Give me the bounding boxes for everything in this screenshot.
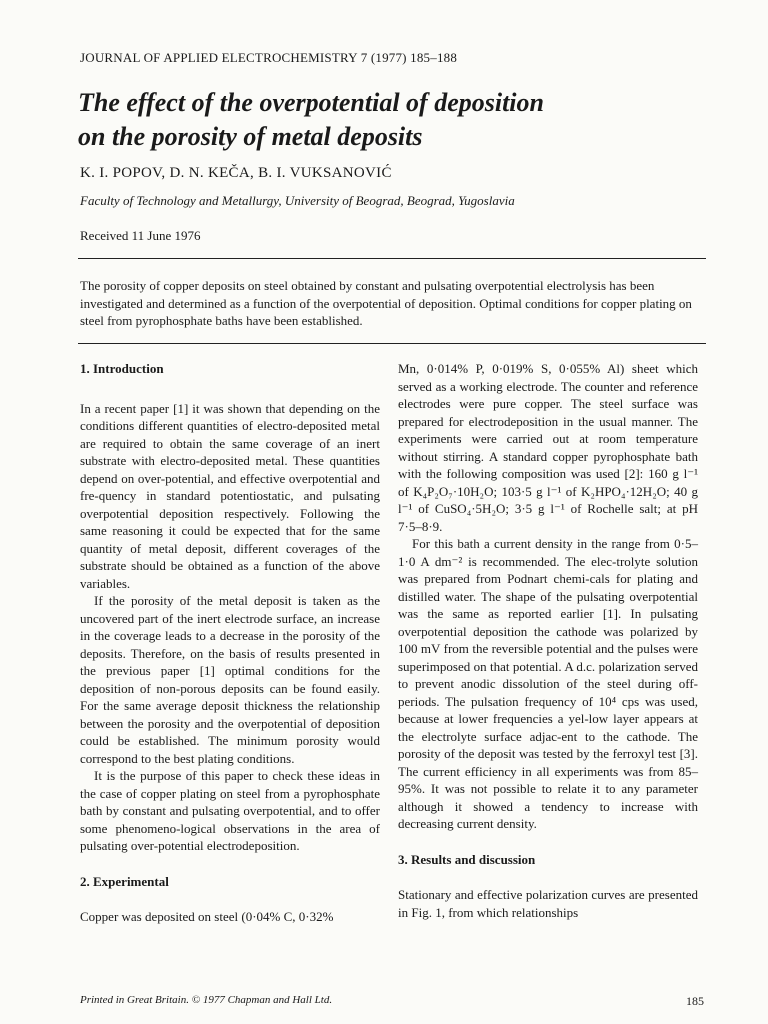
section-heading-results: 3. Results and discussion xyxy=(398,851,536,867)
page-number: 185 xyxy=(686,994,704,1008)
section-heading-introduction: 1. Introduction xyxy=(80,361,164,376)
journal-header: JOURNAL OF APPLIED ELECTROCHEMISTRY 7 (1977) 185–188 xyxy=(80,50,458,65)
authors: K. I. POPOV, D. N. KEČA, B. I. VUKSANOVIĆ xyxy=(80,165,392,181)
title-line-2: on the porosity of metal deposits xyxy=(78,122,423,151)
section-heading-experimental: 2. Experimental xyxy=(80,873,169,889)
top-divider xyxy=(78,258,706,259)
affiliation: Faculty of Technology and Metallurgy, University of Beograd, Beograd, Yugoslavia xyxy=(80,193,515,208)
intro-paragraph-3: It is the purpose of this paper to check these ideas in the case of copper plating on steel from a pyrophosphate bath by constant and pulsating overpotential, and to offer some phenomeno-logical observations in the area of pulsating over-potential electrodeposition. xyxy=(80,768,380,853)
title-line-1: The effect of the overpotential of deposition xyxy=(78,88,544,117)
experimental-paragraph-1-start: Copper was deposited on steel (0·04% C, 0·32% xyxy=(80,909,334,924)
copyright-notice: Printed in Great Britain. © 1977 Chapman and Hall Ltd. xyxy=(80,994,333,1006)
article-title xyxy=(78,86,544,154)
abstract-divider xyxy=(78,343,706,344)
intro-paragraph-1: In a recent paper [1] it was shown that depending on the conditions different quantities of electro-deposited metal are required to obtain the same coverage of an inert substrate with electro-deposited metal. These quantities depend on over-potential, and effective overpotential and fre-quency in standard potentiostatic, and pulsating overpotential deposition respectively. Following the same reasoning it could be expected that for the same quantity of metal deposit, different coverages of the substrate should be obtained as a function of the above variables. xyxy=(80,400,380,591)
right-column xyxy=(398,360,698,921)
experimental-paragraph-2: For this bath a current density in the range from 0·5–1·0 A dm⁻² is recommended. The elec-trolyte solution was prepared from Podnart chemi-cals for plating and distilled water. The shape of the pulsating overpotential was the same as reported earlier [1]. In pulsating overpotential deposition the cathode was polarized by 100 mV from the reversible potential and the pulses were superimposed on that potential. A d.c. polarization served to prevent anodic dissolution of the steel during off-periods. The pulsation frequency of 10⁴ cps was used, because at lower frequencies a yel-low layer appears at the electrolyte surface adjac-ent to the cathode. The porosity of the deposit was tested by the ferroxyl test [3]. The current efficiency in all experiments was from 85–95%. It was not possible to relate it to any parameter although it showed a tendency to increase with decreasing current density. xyxy=(398,536,698,831)
received-date: Received 11 June 1976 xyxy=(80,228,201,243)
experimental-paragraph-1-cont: Mn, 0·014% P, 0·019% S, 0·055% Al) sheet which served as a working electrode. The counter and reference electrodes were pure copper. The steel surface was prepared for electrodeposition in the usual manner. The experiments were carried out at room temperature without stirring. A standard copper pyrophosphate bath with the following composition was used [2]: 160 g l⁻¹ of K₄P₂O₇·10H₂O; 103·5 g l⁻¹ of K₂HPO₄·12H₂O; 40 g l⁻¹ of CuSO₄·5H₂O; 3·5 g l⁻¹ of Rochelle salt; at pH 7·5–8·9. xyxy=(398,361,698,534)
abstract: The porosity of copper deposits on steel obtained by constant and pulsating overpotential electrolysis has been investigated and determined as a function of the overpotential of deposition. Optimal conditions for copper plating on steel from pyrophosphate baths have been established. xyxy=(80,278,692,328)
intro-paragraph-2: If the porosity of the metal deposit is taken as the uncovered part of the inert electrode surface, an increase in the coverage leads to a decrease in the porosity of the deposits. Therefore, on the basis of results presented in the previous paper [1] optimal conditions for the deposition of non-porous deposits can be found easily. For the same average deposit thickness the relationship between the porosity and the overpotential of deposition could be established. The minimum porosity would correspond to the best plating conditions. xyxy=(80,593,380,766)
left-column xyxy=(80,360,380,926)
results-paragraph-1: Stationary and effective polarization curves are presented in Fig. 1, from which relationships xyxy=(398,887,698,920)
